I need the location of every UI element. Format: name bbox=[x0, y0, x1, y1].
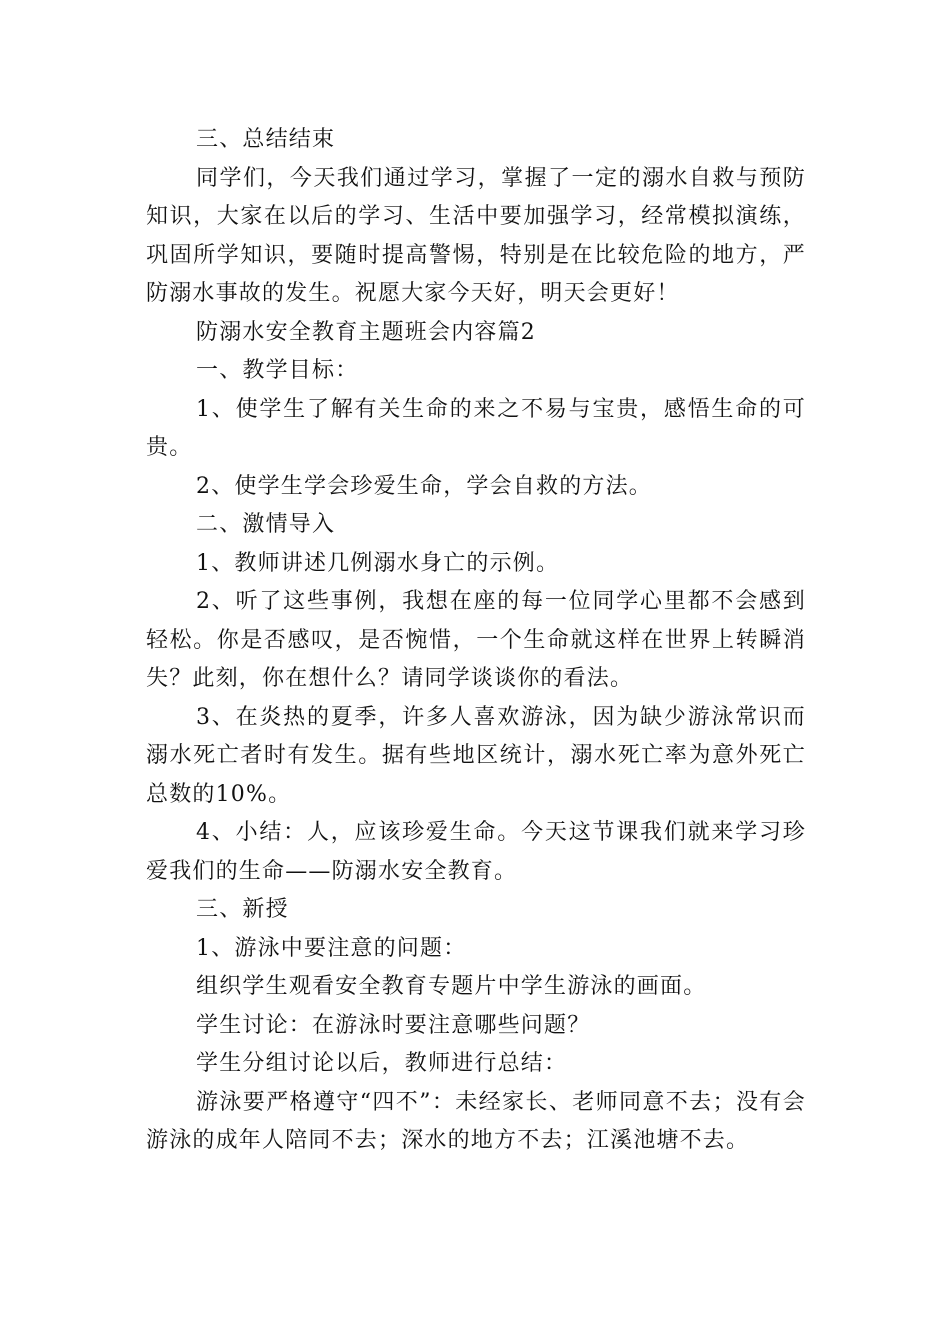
list-item-lesson-1: 1、游泳中要注意的问题： bbox=[196, 935, 467, 961]
section-heading-introduction: 二、激情导入 bbox=[196, 512, 336, 537]
list-item-objective-1: 1、使学生了解有关生命的来之不易与宝贵，感悟生命的可贵。 bbox=[146, 396, 806, 460]
paragraph-group-discussion: 学生分组讨论以后，教师进行总结： bbox=[196, 1051, 568, 1076]
paragraph-four-rules: 游泳要严格遵守“四不”：未经家长、老师同意不去；没有会游泳的成年人陪同不去；深水的地方不去；江溪池塘不去。 bbox=[146, 1089, 806, 1153]
article-title-part-2: 防溺水安全教育主题班会内容篇2 bbox=[196, 319, 536, 345]
list-item-intro-2: 2、听了这些事例，我想在座的每一位同学心里都不会感到轻松。你是否感叹，是否惋惜，一个生命就这样在世界上转瞬消失？此刻，你在想什么？请同学谈谈你的看法。 bbox=[146, 589, 806, 691]
paragraph-discussion: 学生讨论：在游泳时要注意哪些问题？ bbox=[196, 1012, 591, 1038]
list-item-objective-2: 2、使学生学会珍爱生命，学会自救的方法。 bbox=[196, 473, 652, 499]
paragraph-video: 组织学生观看安全教育专题片中学生游泳的画面。 bbox=[196, 974, 707, 999]
list-item-intro-4: 4、小结：人，应该珍爱生命。今天这节课我们就来学习珍爱我们的生命——防溺水安全教育。 bbox=[146, 820, 806, 884]
list-item-intro-3: 3、在炎热的夏季，许多人喜欢游泳，因为缺少游泳常识而溺水死亡者时有发生。据有些地区统计，溺水死亡率为意外死亡总数的10%。 bbox=[146, 704, 806, 807]
document-body bbox=[146, 121, 806, 1161]
section-heading-summary: 三、总结结束 bbox=[196, 127, 336, 152]
section-heading-new-lesson: 三、新授 bbox=[196, 897, 289, 922]
list-item-intro-1: 1、教师讲述几例溺水身亡的示例。 bbox=[196, 550, 560, 576]
section-heading-objectives: 一、教学目标： bbox=[196, 358, 359, 383]
paragraph-closing-remarks: 同学们，今天我们通过学习，掌握了一定的溺水自救与预防知识，大家在以后的学习、生活中要加强学习，经常模拟演练，巩固所学知识，要随时提高警惕，特别是在比较危险的地方，严防溺水事故的发生。祝愿大家今天好，明天会更好！ bbox=[146, 165, 806, 306]
